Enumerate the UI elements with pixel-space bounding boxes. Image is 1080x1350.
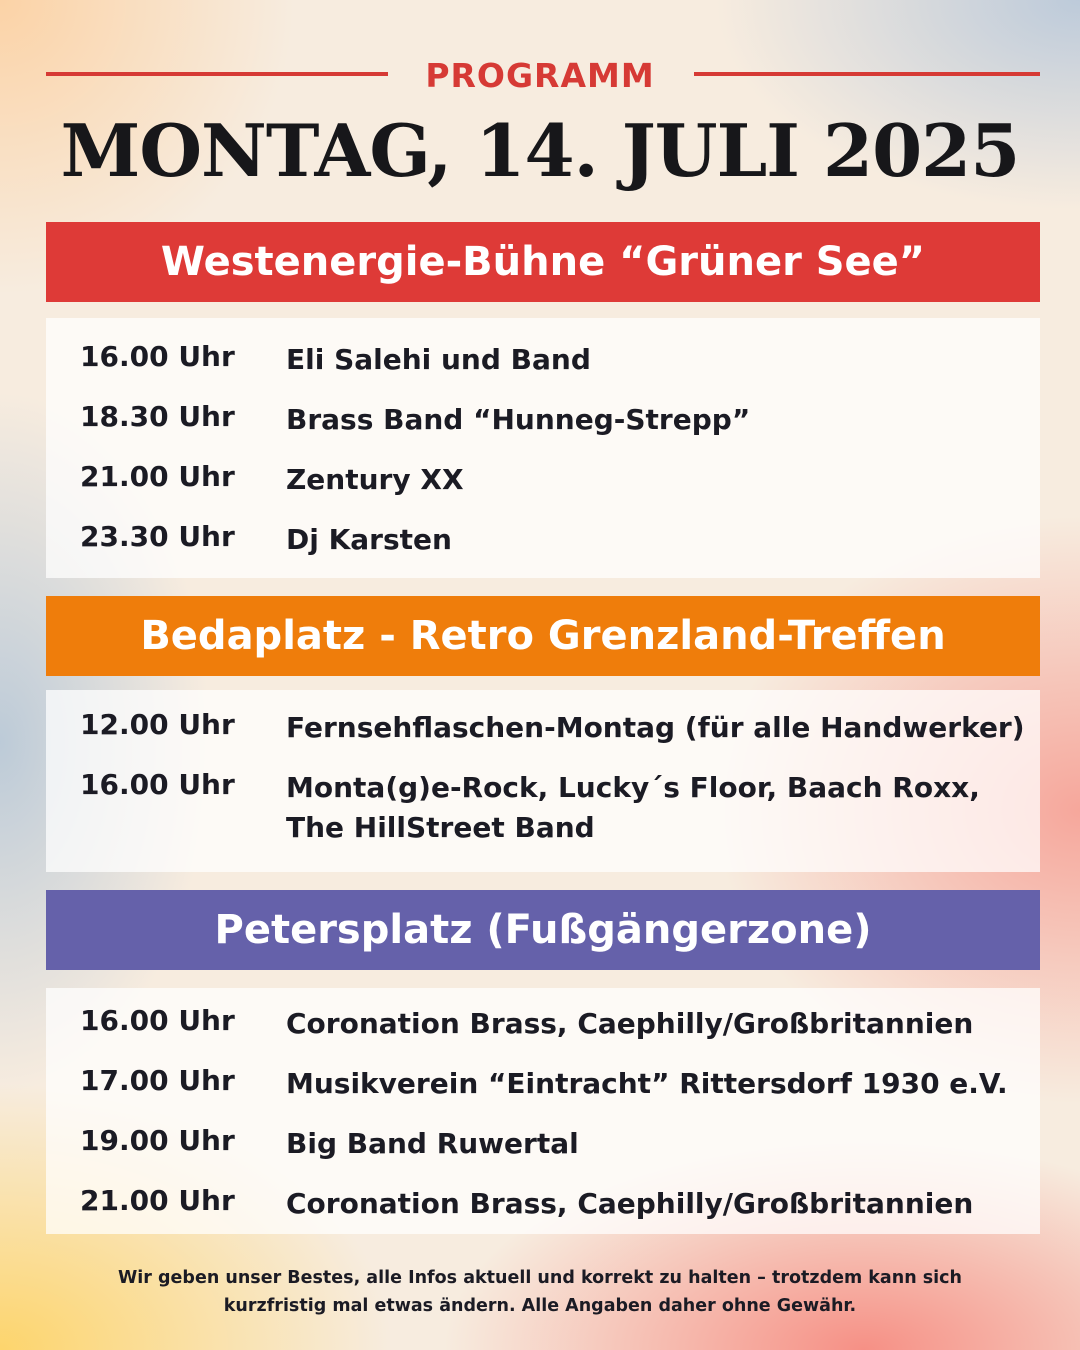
disclaimer-line1: Wir geben unser Bestes, alle Infos aktuell und korrekt zu halten – trotzdem kann sich — [118, 1268, 962, 1288]
event-act-line1: Monta(g)e-Rock, Lucky´s Floor, Baach Roxx, — [286, 771, 980, 804]
disclaimer-line2: kurzfristig mal etwas ändern. Alle Angaben daher ohne Gewähr. — [223, 1296, 857, 1316]
event-time: 16.00 Uhr — [80, 340, 235, 373]
event-act: Brass Band “Hunneg-Strepp” — [286, 403, 751, 436]
event-time: 17.00 Uhr — [80, 1064, 235, 1097]
event-act: Coronation Brass, Caephilly/Großbritannien — [286, 1187, 974, 1220]
event-act: Musikverein “Eintracht” Rittersdorf 1930 e.V. — [286, 1067, 1008, 1100]
stage-title: Westenergie-Bühne “Grüner See” — [160, 239, 926, 285]
stage-header-petersplatz — [46, 890, 1040, 970]
program-label: PROGRAMM — [425, 55, 655, 95]
event-time: 18.30 Uhr — [80, 400, 235, 433]
event-act: Dj Karsten — [286, 523, 452, 556]
event-time: 21.00 Uhr — [80, 1184, 235, 1217]
page-title: MONTAG, 14. JULI 2025 — [60, 108, 1020, 193]
event-time: 16.00 Uhr — [80, 1004, 235, 1037]
stage-title: Petersplatz (Fußgängerzone) — [214, 907, 872, 953]
event-time: 19.00 Uhr — [80, 1124, 235, 1157]
event-time: 21.00 Uhr — [80, 460, 235, 493]
event-act: Eli Salehi und Band — [286, 343, 591, 376]
event-act — [286, 768, 980, 848]
stage-title: Bedaplatz - Retro Grenzland-Treffen — [140, 613, 946, 659]
stage-header-bedaplatz — [46, 596, 1040, 676]
right-divider — [694, 72, 1040, 76]
stage-header-gruener-see — [46, 222, 1040, 302]
event-act: Big Band Ruwertal — [286, 1127, 579, 1160]
left-divider — [46, 72, 388, 76]
schedule-panel-bedaplatz — [46, 690, 1040, 872]
schedule-panel-petersplatz — [46, 988, 1040, 1234]
disclaimer — [60, 1264, 1020, 1320]
event-time: 12.00 Uhr — [80, 708, 235, 741]
event-time: 23.30 Uhr — [80, 520, 235, 553]
schedule-panel-gruener-see — [46, 318, 1040, 578]
event-act-line2: The HillStreet Band — [286, 811, 595, 844]
event-act: Coronation Brass, Caephilly/Großbritannien — [286, 1007, 974, 1040]
event-time: 16.00 Uhr — [80, 768, 235, 801]
event-act: Zentury XX — [286, 463, 464, 496]
program-label-bar — [0, 50, 1080, 100]
event-act: Fernsehflaschen-Montag (für alle Handwerker) — [286, 711, 1025, 744]
